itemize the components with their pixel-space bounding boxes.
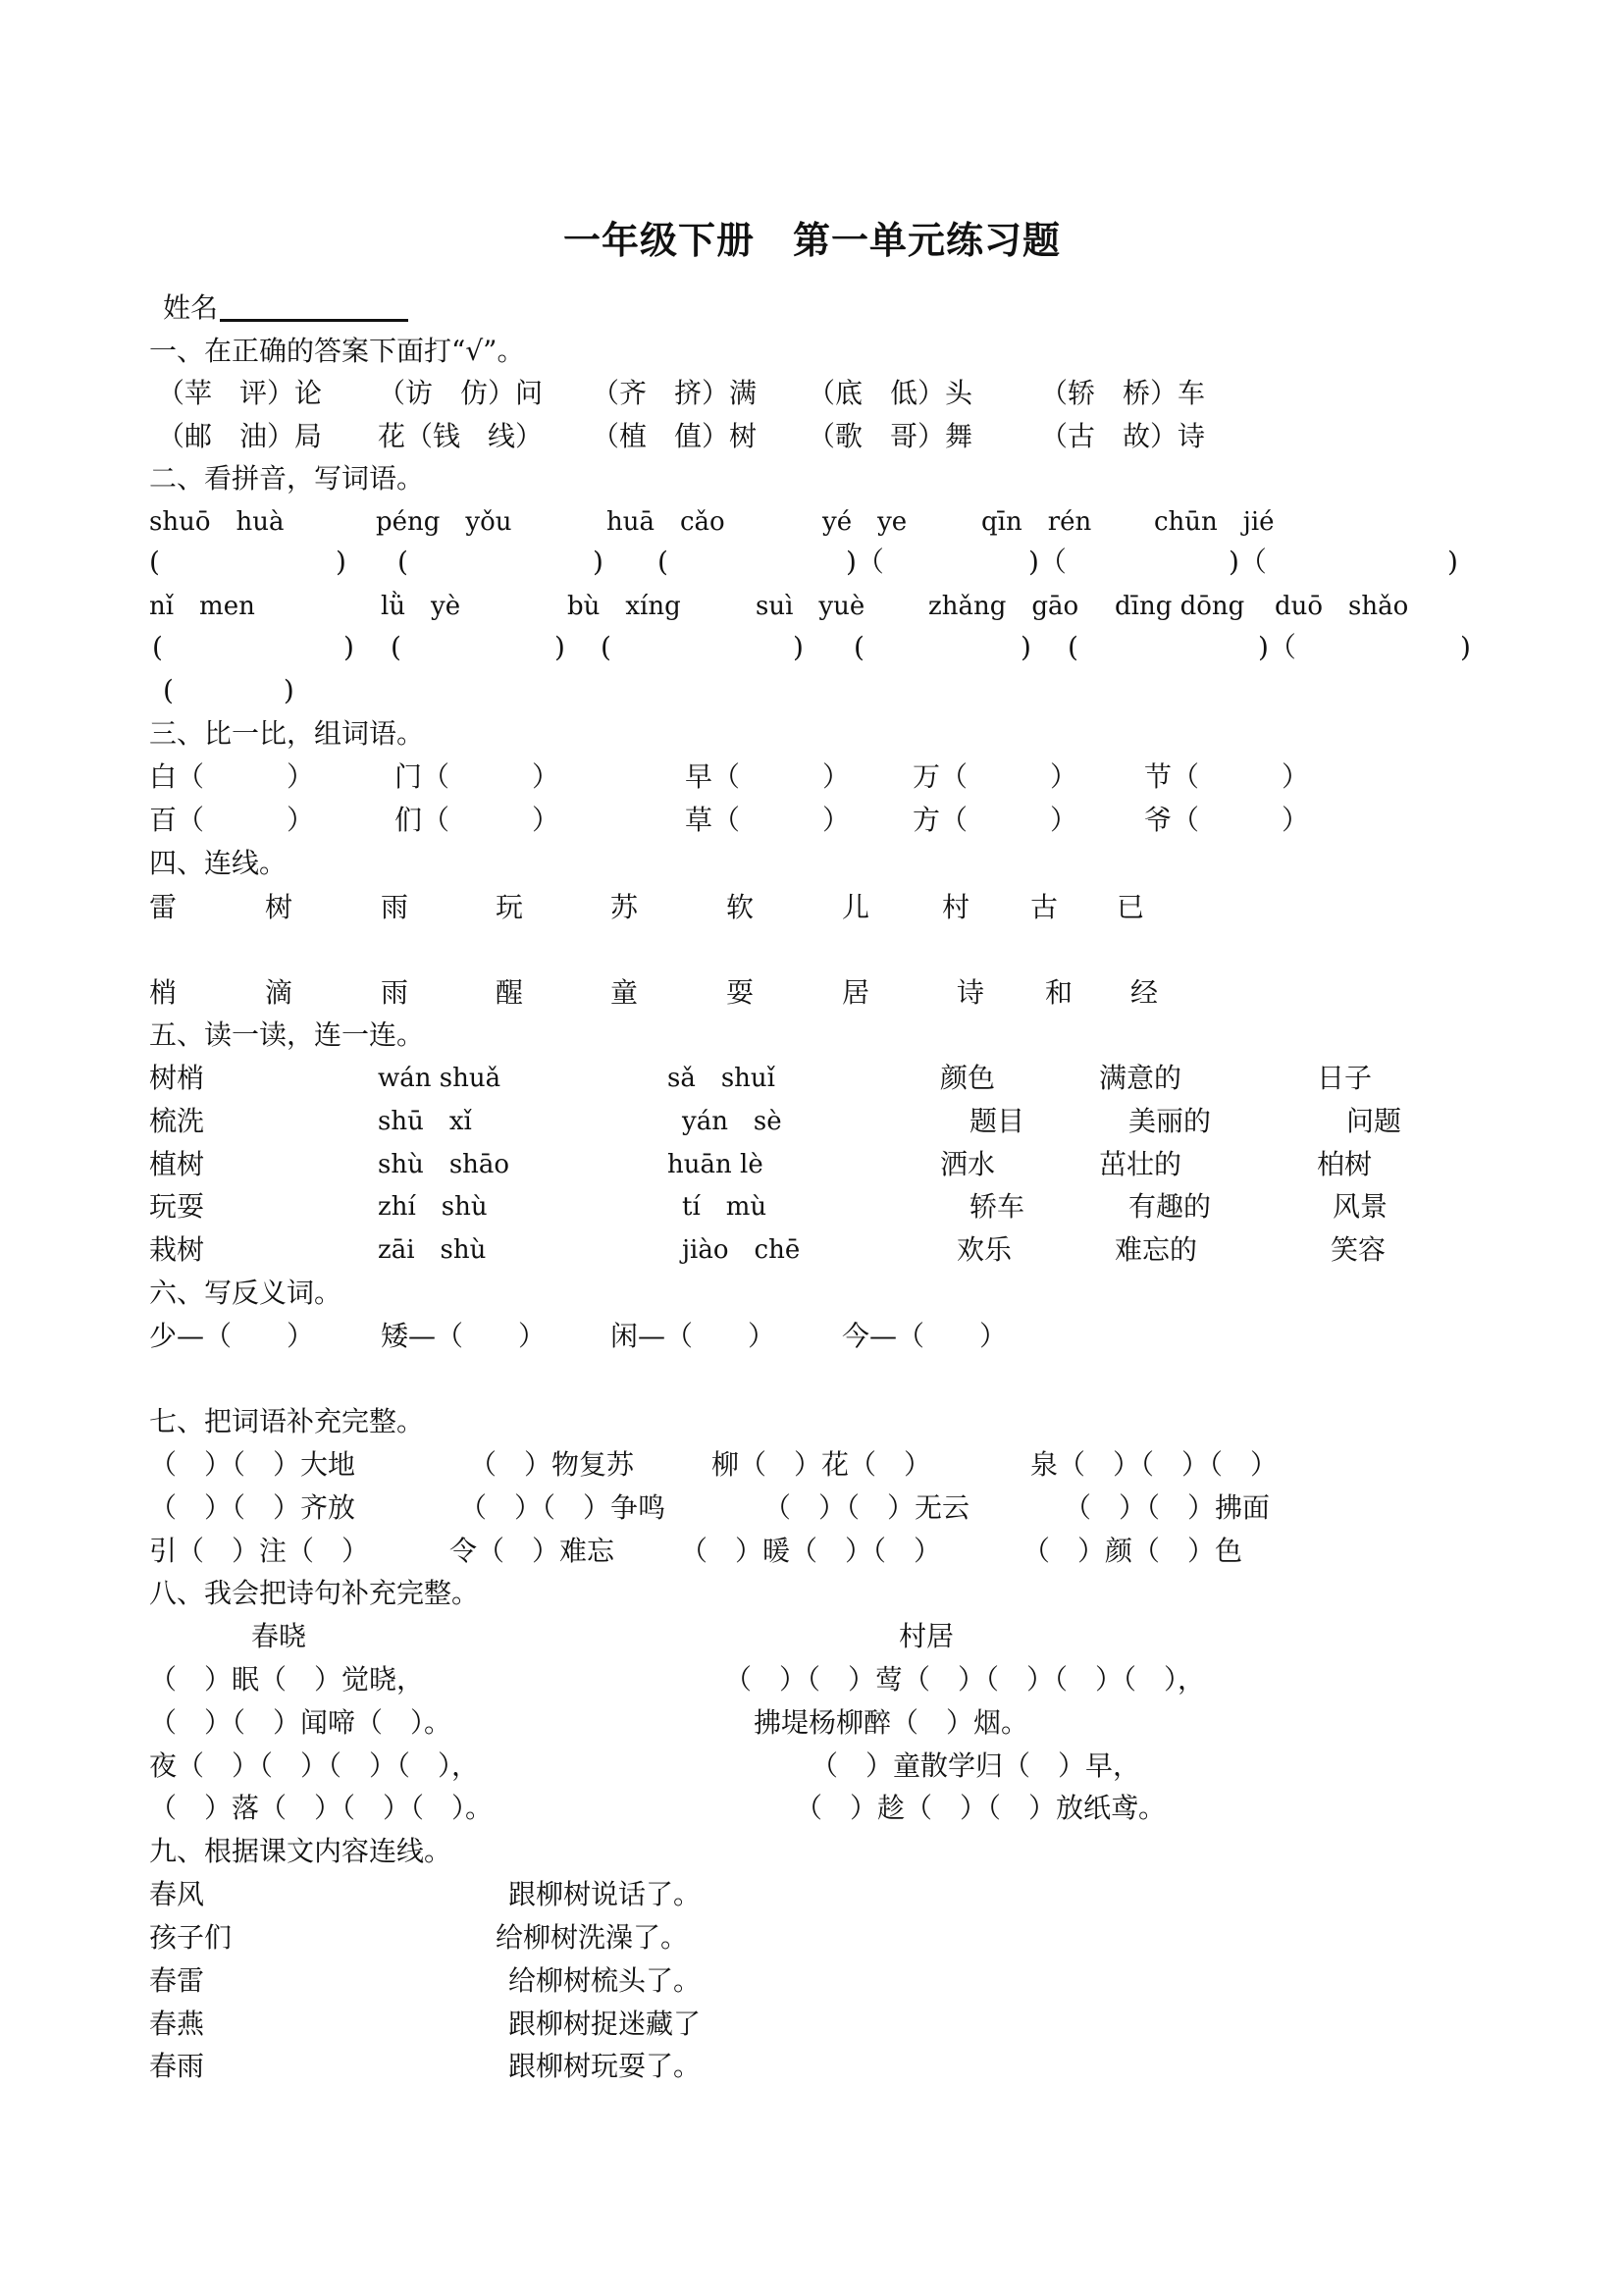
s9-action[interactable]: 给柳树梳头了。	[508, 1964, 702, 1997]
answer-parens[interactable]: )（	[846, 546, 884, 578]
s5-noun[interactable]: 笑容	[1331, 1233, 1387, 1266]
s5-word[interactable]: 栽树	[149, 1233, 205, 1266]
idiom-item[interactable]: （ ）暖（ ）（ ）	[680, 1535, 942, 1567]
s5-word[interactable]: 洒水	[940, 1148, 996, 1180]
s3-item[interactable]: 百（ ）	[149, 804, 315, 836]
poem-line[interactable]: （ ）（ ）莺（ ）（ ）（ ）（ ），	[724, 1663, 1206, 1696]
match-char[interactable]: 已	[1117, 891, 1145, 923]
match-char[interactable]: 雨	[381, 976, 409, 1009]
section-6-heading: 六、写反义词。	[149, 1277, 342, 1309]
poem-line[interactable]: （ ）落（ ）（ ）（ ）。	[149, 1792, 494, 1824]
s5-adjective[interactable]: 美丽的	[1128, 1105, 1212, 1137]
s5-pinyin[interactable]: shū xǐ	[378, 1107, 472, 1136]
s3-item[interactable]: 方（ ）	[913, 804, 1078, 836]
pinyin: huā cǎo	[606, 507, 725, 537]
s5-pinyin[interactable]: zāi shù	[378, 1235, 487, 1265]
answer-parens[interactable]: )	[1460, 631, 1471, 663]
s1-option[interactable]: （苹 评）论	[157, 377, 323, 409]
poem-title-cunju: 村居	[899, 1620, 955, 1652]
section-2-heading: 二、看拼音，写词语。	[149, 462, 425, 495]
s3-item[interactable]: 万（ ）	[913, 760, 1078, 793]
match-char[interactable]: 滴	[265, 976, 293, 1009]
match-char[interactable]: 雨	[381, 891, 409, 923]
idiom-item[interactable]: （ ）（ ）大地	[149, 1448, 356, 1481]
answer-parens[interactable]: )	[1021, 631, 1031, 663]
antonym-item[interactable]: 矮—（ ）	[381, 1320, 547, 1352]
s5-pinyin[interactable]: zhí shù	[378, 1192, 488, 1222]
answer-parens[interactable]: )（	[1229, 546, 1267, 578]
s3-item[interactable]: 节（ ）	[1144, 760, 1310, 793]
s9-action[interactable]: 给柳树洗澡了。	[496, 1921, 689, 1954]
pinyin: chūn jié	[1154, 507, 1275, 537]
match-char[interactable]: 苏	[610, 891, 639, 923]
s5-pinyin[interactable]: shù shāo	[378, 1150, 510, 1179]
s9-action[interactable]: 跟柳树玩耍了。	[508, 2050, 702, 2082]
antonym-item[interactable]: 少—（ ）	[149, 1320, 315, 1352]
idiom-item[interactable]: （ ）（ ）无云	[763, 1491, 970, 1524]
s3-item[interactable]: 白（ ）	[149, 760, 315, 793]
s3-item[interactable]: 门（ ）	[394, 760, 560, 793]
s1-option[interactable]: （轿 桥）车	[1040, 377, 1206, 409]
s5-adjective[interactable]: 有趣的	[1128, 1190, 1212, 1223]
antonym-item[interactable]: 今—（ ）	[842, 1320, 1008, 1352]
s5-noun[interactable]: 柏树	[1317, 1148, 1373, 1180]
s1-option[interactable]: 花（钱 线）	[378, 420, 544, 452]
pinyin: duō shǎo	[1275, 592, 1409, 621]
answer-parens[interactable]: )（	[1028, 546, 1067, 578]
match-char[interactable]: 居	[842, 976, 870, 1009]
s1-option[interactable]: （访 仿）问	[378, 377, 544, 409]
s1-option[interactable]: （歌 哥）舞	[808, 420, 973, 452]
match-char[interactable]: 童	[610, 976, 639, 1009]
antonym-item[interactable]: 闲—（ ）	[610, 1320, 776, 1352]
pinyin: suì yuè	[756, 592, 865, 621]
section-7-heading: 七、把词语补充完整。	[149, 1405, 425, 1437]
idiom-item[interactable]: 令（ ）难忘	[449, 1535, 615, 1567]
s5-word[interactable]: 玩耍	[149, 1190, 205, 1223]
answer-parens[interactable]: (	[1068, 631, 1078, 663]
name-blank[interactable]	[220, 319, 408, 322]
idiom-item[interactable]: （ ）物复苏	[469, 1448, 635, 1481]
match-char[interactable]: 树	[265, 891, 293, 923]
s9-subject[interactable]: 孩子们	[149, 1921, 233, 1954]
answer-parens[interactable]: (	[149, 546, 160, 578]
pinyin: nǐ men	[149, 592, 255, 621]
s1-option[interactable]: （古 故）诗	[1040, 420, 1206, 452]
s1-option[interactable]: （邮 油）局	[157, 420, 323, 452]
pinyin: péng yǒu	[376, 507, 512, 537]
match-char[interactable]: 村	[942, 891, 970, 923]
s5-word[interactable]: 欢乐	[957, 1233, 1013, 1266]
s5-adjective[interactable]: 难忘的	[1115, 1233, 1198, 1266]
s9-subject[interactable]: 春雷	[149, 1964, 205, 1997]
pinyin: yé ye	[822, 507, 908, 537]
s3-item[interactable]: 草（ ）	[685, 804, 851, 836]
idiom-item[interactable]: 柳（ ）花（ ）	[711, 1448, 932, 1481]
s5-adjective[interactable]: 满意的	[1099, 1062, 1182, 1094]
match-char[interactable]: 玩	[496, 891, 524, 923]
page-title: 一年级下册 第一单元练习题	[562, 218, 1061, 262]
answer-parens[interactable]: (	[152, 631, 163, 663]
poem-line[interactable]: 夜（ ）（ ）（ ）（ ），	[149, 1749, 480, 1782]
s5-word[interactable]: 树梢	[149, 1062, 205, 1094]
match-char[interactable]: 古	[1030, 891, 1059, 923]
poem-line[interactable]: （ ）童散学归（ ）早，	[811, 1749, 1141, 1782]
match-char[interactable]: 醒	[496, 976, 524, 1009]
section-8-heading: 八、我会把诗句补充完整。	[149, 1577, 480, 1609]
s5-word[interactable]: 梳洗	[149, 1105, 205, 1137]
s5-word[interactable]: 植树	[149, 1148, 205, 1180]
pinyin: bù xíng	[567, 592, 681, 621]
answer-parens[interactable]: )（	[1258, 631, 1296, 663]
answer-parens[interactable]: )	[593, 546, 603, 578]
section-5-heading: 五、读一读，连一连。	[149, 1018, 425, 1051]
match-char[interactable]: 耍	[726, 976, 755, 1009]
s5-noun[interactable]: 日子	[1317, 1062, 1373, 1094]
answer-parens[interactable]: )	[793, 631, 804, 663]
idiom-item[interactable]: （ ）（ ）拂面	[1064, 1491, 1271, 1524]
idiom-item[interactable]: 泉（ ）（ ）（ ）	[1030, 1448, 1279, 1481]
s5-word[interactable]: 轿车	[969, 1190, 1025, 1223]
pinyin: qīn rén	[981, 507, 1092, 537]
match-char[interactable]: 雷	[149, 891, 178, 923]
answer-parens[interactable]: )	[343, 631, 354, 663]
answer-parens[interactable]: (	[657, 546, 668, 578]
s5-word[interactable]: 题目	[969, 1105, 1025, 1137]
s9-subject[interactable]: 春燕	[149, 2008, 205, 2040]
name-label: 姓名	[163, 291, 219, 324]
s5-pinyin[interactable]: sǎ shuǐ	[667, 1064, 775, 1093]
s5-word[interactable]: 颜色	[940, 1062, 996, 1094]
section-4-heading: 四、连线。	[149, 847, 288, 879]
s5-pinyin[interactable]: tí mù	[682, 1192, 767, 1222]
s3-item[interactable]: 们（ ）	[394, 804, 560, 836]
poem-line[interactable]: （ ）（ ）闻啼（ ）。	[149, 1706, 452, 1739]
s9-action[interactable]: 跟柳树捉迷藏了	[508, 2008, 702, 2040]
answer-parens[interactable]: )	[1447, 546, 1458, 578]
section-1-heading: 一、在正确的答案下面打“√”。	[149, 335, 525, 367]
s3-item[interactable]: 爷（ ）	[1144, 804, 1310, 836]
idiom-item[interactable]: （ ）（ ）争鸣	[459, 1491, 666, 1524]
s3-item[interactable]: 早（ ）	[685, 760, 851, 793]
s9-subject[interactable]: 春雨	[149, 2050, 205, 2082]
s1-option[interactable]: （植 值）树	[592, 420, 758, 452]
match-char[interactable]: 儿	[842, 891, 870, 923]
s5-adjective[interactable]: 茁壮的	[1099, 1148, 1182, 1180]
answer-parens[interactable]: ( )	[163, 674, 294, 706]
match-char[interactable]: 经	[1130, 976, 1159, 1009]
poem-title-chunxiao: 春晓	[251, 1620, 307, 1652]
s5-noun[interactable]: 问题	[1346, 1105, 1402, 1137]
s5-noun[interactable]: 风景	[1333, 1190, 1388, 1223]
s5-pinyin[interactable]: yán sè	[682, 1107, 782, 1136]
pinyin: lǜ yè	[381, 592, 461, 621]
s5-pinyin[interactable]: jiào chē	[682, 1235, 801, 1265]
pinyin: shuō huà	[149, 507, 285, 537]
s5-pinyin[interactable]: wán shuǎ	[378, 1064, 501, 1093]
answer-parens[interactable]: (	[601, 631, 611, 663]
s9-action[interactable]: 跟柳树说话了。	[508, 1878, 702, 1910]
answer-parens[interactable]: (	[391, 631, 401, 663]
idiom-item[interactable]: 引（ ）注（ ）	[149, 1535, 370, 1567]
s1-option[interactable]: （齐 挤）满	[592, 377, 758, 409]
section-3-heading: 三、比一比，组词语。	[149, 717, 425, 750]
pinyin: dīng dōng	[1115, 592, 1245, 621]
idiom-item[interactable]: （ ）颜（ ）色	[1022, 1535, 1243, 1567]
poem-line[interactable]: 拂堤杨柳醉（ ）烟。	[754, 1706, 1029, 1739]
s9-subject[interactable]: 春风	[149, 1878, 205, 1910]
section-9-heading: 九、根据课文内容连线。	[149, 1835, 452, 1867]
match-char[interactable]: 梢	[149, 976, 178, 1009]
answer-parens[interactable]: )	[336, 546, 346, 578]
s1-option[interactable]: （底 低）头	[808, 377, 973, 409]
match-char[interactable]: 和	[1045, 976, 1074, 1009]
idiom-item[interactable]: （ ）（ ）齐放	[149, 1491, 356, 1524]
answer-parens[interactable]: )	[554, 631, 565, 663]
match-char[interactable]: 诗	[957, 976, 985, 1009]
poem-line[interactable]: （ ）趁（ ）（ ）放纸鸢。	[795, 1792, 1167, 1824]
poem-line[interactable]: （ ）眠（ ）觉晓，	[149, 1663, 425, 1696]
s5-pinyin[interactable]: huān lè	[667, 1150, 763, 1179]
pinyin: zhǎng gāo	[928, 592, 1079, 621]
answer-parens[interactable]: (	[397, 546, 408, 578]
match-char[interactable]: 软	[726, 891, 755, 923]
answer-parens[interactable]: (	[854, 631, 864, 663]
